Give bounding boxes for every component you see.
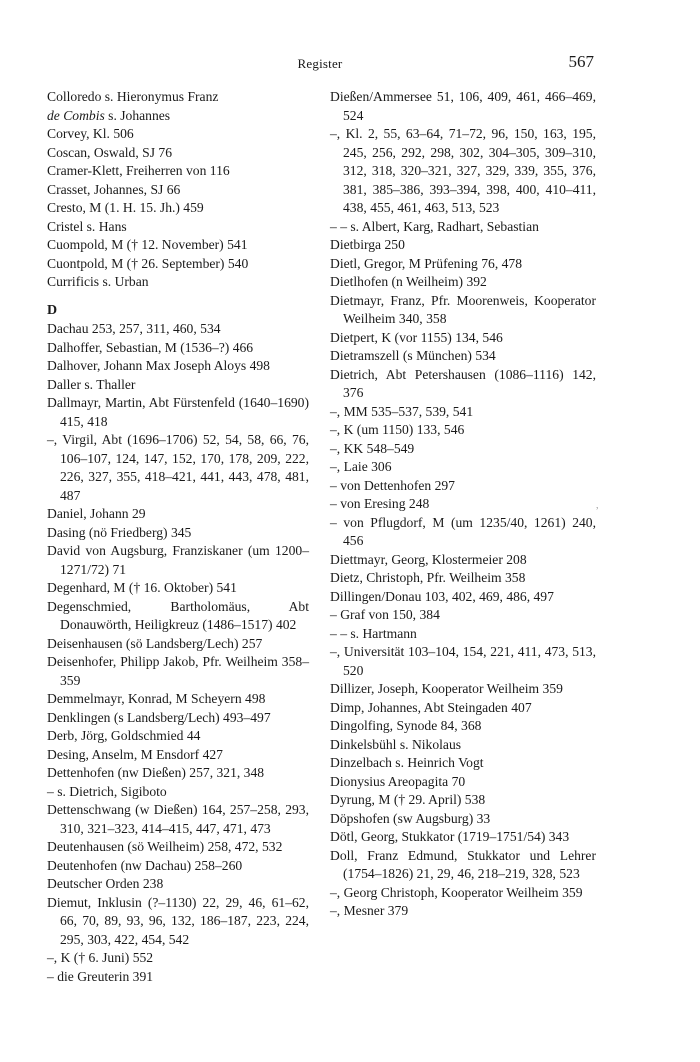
- index-entry: Deisenhofer, Philipp Jakob, Pfr. Weilheim 358–359: [47, 654, 309, 688]
- index-entry: Derb, Jörg, Goldschmied 44: [47, 728, 201, 743]
- index-entry: Deutenhofen (nw Dachau) 258–260: [47, 857, 243, 873]
- index-entry: –, Laie 306: [330, 459, 392, 474]
- index-entry: Daller s. Thaller: [47, 376, 136, 392]
- index-entry: –, Kl. 2, 55, 63–64, 71–72, 96, 150, 163, 195, 245, 256, 292, 298, 302, 304–305, 309–310, 312, 318, 320–321, 327, 329, 339, 355, 376, 381, 385–386, 393–394, 398, 400, 410–411, 438, 455, 461, 463, 513, 523: [330, 126, 596, 215]
- index-entry: Cramer-Klett, Freiherren von 116: [47, 163, 230, 178]
- index-entry: Dillizer, Joseph, Kooperator Weilheim 359: [330, 681, 563, 696]
- index-entry: – Graf von 150, 384: [330, 607, 440, 622]
- section-letter: D: [47, 302, 58, 318]
- index-entry: Dachau 253, 257, 311, 460, 534: [47, 321, 221, 336]
- index-entry: Dietbirga 250: [330, 237, 405, 252]
- index-entry: Cuompold, M († 12. November) 541: [47, 237, 248, 252]
- index-column-left: [47, 88, 309, 986]
- index-entry: Dettenschwang (w Dießen) 164, 257–258, 293, 310, 321–323, 414–415, 447, 471, 473: [47, 802, 309, 836]
- index-entry: Dimp, Johannes, Abt Steingaden 407: [330, 699, 532, 715]
- index-entry: Daniel, Johann 29: [47, 506, 146, 521]
- index-entry: Dietlhofen (n Weilheim) 392: [330, 274, 487, 289]
- index-entry: Diemut, Inklusin (?–1130) 22, 29, 46, 61–62, 66, 70, 89, 93, 96, 132, 186–187, 223, 224, 295, 303, 422, 454, 542: [47, 894, 309, 947]
- scan-mark: ,: [596, 500, 599, 511]
- running-title: Register: [297, 56, 343, 71]
- index-entry: Colloredo s. Hieronymus Franz: [47, 89, 219, 104]
- index-entry: Dietramszell (s München) 534: [330, 348, 496, 363]
- index-entry: Dallmayr, Martin, Abt Fürstenfeld (1640–1690) 415, 418: [47, 395, 309, 429]
- index-entry: Dietrich, Abt Petershausen (1086–1116) 142, 376: [330, 366, 596, 400]
- index-entry: Dettenhofen (nw Dießen) 257, 321, 348: [47, 765, 265, 780]
- index-entry: Döpshofen (sw Augsburg) 33: [330, 810, 491, 826]
- index-entry: – von Eresing 248: [330, 496, 430, 511]
- index-entry: Dyrung, M († 29. April) 538: [330, 792, 486, 807]
- index-entry: Deisenhausen (sö Landsberg/Lech) 257: [47, 635, 263, 651]
- index-entry: Dingolfing, Synode 84, 368: [330, 718, 482, 733]
- index-entry: Doll, Franz Edmund, Stukkator und Lehrer (1754–1826) 21, 29, 46, 218–219, 328, 523: [330, 847, 596, 881]
- index-entry: Crasset, Johannes, SJ 66: [47, 181, 181, 197]
- index-entry: Dietl, Gregor, M Prüfening 76, 478: [330, 255, 523, 271]
- index-entry: Dinzelbach s. Heinrich Vogt: [330, 755, 484, 770]
- index-entry: Demmelmayr, Konrad, M Scheyern 498: [47, 691, 266, 706]
- index-entry: –, MM 535–537, 539, 541: [330, 403, 474, 419]
- index-entry: – von Dettenhofen 297: [330, 477, 455, 493]
- italic-name: de Combis: [47, 107, 105, 123]
- index-entry: –, Mesner 379: [330, 903, 409, 918]
- index-column-right: [330, 88, 596, 921]
- index-entry: –, Virgil, Abt (1696–1706) 52, 54, 58, 66, 76, 106–107, 124, 147, 152, 170, 178, 209, 222, 226, 327, 355, 418–421, 441, 443, 478, 481, 487: [47, 432, 309, 503]
- page-number: 567: [568, 52, 594, 71]
- index-entry: Desing, Anselm, M Ensdorf 427: [47, 746, 223, 762]
- index-entry: Dietpert, K (vor 1155) 134, 546: [330, 329, 503, 345]
- index-entry: Deutenhausen (sö Weilheim) 258, 472, 532: [47, 839, 283, 854]
- index-entry: –, Georg Christoph, Kooperator Weilheim 359: [330, 884, 583, 900]
- index-entry: Dionysius Areopagita 70: [330, 773, 466, 789]
- index-entry: Dillingen/Donau 103, 402, 469, 486, 497: [330, 588, 554, 604]
- index-entry: Dalhoffer, Sebastian, M (1536–?) 466: [47, 339, 254, 355]
- index-entry: Dießen/Ammersee 51, 106, 409, 461, 466–469, 524: [330, 89, 596, 123]
- index-entry: – – s. Albert, Karg, Radhart, Sebastian: [330, 218, 539, 234]
- index-entry: – von Pflugdorf, M (um 1235/40, 1261) 240, 456: [330, 514, 596, 548]
- index-entry: – s. Dietrich, Sigiboto: [47, 783, 167, 799]
- index-entry: –, KK 548–549: [330, 440, 415, 456]
- index-entry: Corvey, Kl. 506: [47, 126, 134, 141]
- index-entry: – – s. Hartmann: [330, 625, 417, 641]
- index-entry: Currificis s. Urban: [47, 274, 149, 289]
- index-entry: Denklingen (s Landsberg/Lech) 493–497: [47, 709, 271, 725]
- index-entry: –, K († 6. Juni) 552: [47, 950, 154, 965]
- index-entry: Dietz, Christoph, Pfr. Weilheim 358: [330, 570, 526, 585]
- index-entry: Cresto, M (1. H. 15. Jh.) 459: [47, 200, 204, 215]
- index-entry: Cristel s. Hans: [47, 218, 127, 234]
- index-entry: de Combis s. Johannes: [47, 107, 171, 123]
- index-entry: –, Universität 103–104, 154, 221, 411, 473, 513, 520: [330, 644, 596, 678]
- index-entry: Dinkelsbühl s. Nikolaus: [330, 736, 462, 752]
- index-entry: –, K (um 1150) 133, 546: [330, 422, 465, 437]
- index-entry: David von Augsburg, Franziskaner (um 1200–1271/72) 71: [47, 543, 309, 577]
- index-entry: Degenschmied, Bartholomäus, Abt Donauwörth, Heiligkreuz (1486–1517) 402: [47, 598, 309, 632]
- index-entry: Diettmayr, Georg, Klostermeier 208: [330, 551, 527, 567]
- index-entry: Cuontpold, M († 26. September) 540: [47, 255, 249, 271]
- index-entry: Coscan, Oswald, SJ 76: [47, 144, 172, 160]
- index-entry: Dalhover, Johann Max Joseph Aloys 498: [47, 358, 270, 373]
- index-entry: Dasing (nö Friedberg) 345: [47, 524, 192, 540]
- index-entry: Deutscher Orden 238: [47, 876, 164, 891]
- index-entry: Dötl, Georg, Stukkator (1719–1751/54) 343: [330, 829, 570, 844]
- index-entry: Degenhard, M († 16. Oktober) 541: [47, 580, 237, 595]
- index-entry: Dietmayr, Franz, Pfr. Moorenweis, Kooperator Weilheim 340, 358: [330, 292, 596, 326]
- index-entry: – die Greuterin 391: [47, 968, 154, 984]
